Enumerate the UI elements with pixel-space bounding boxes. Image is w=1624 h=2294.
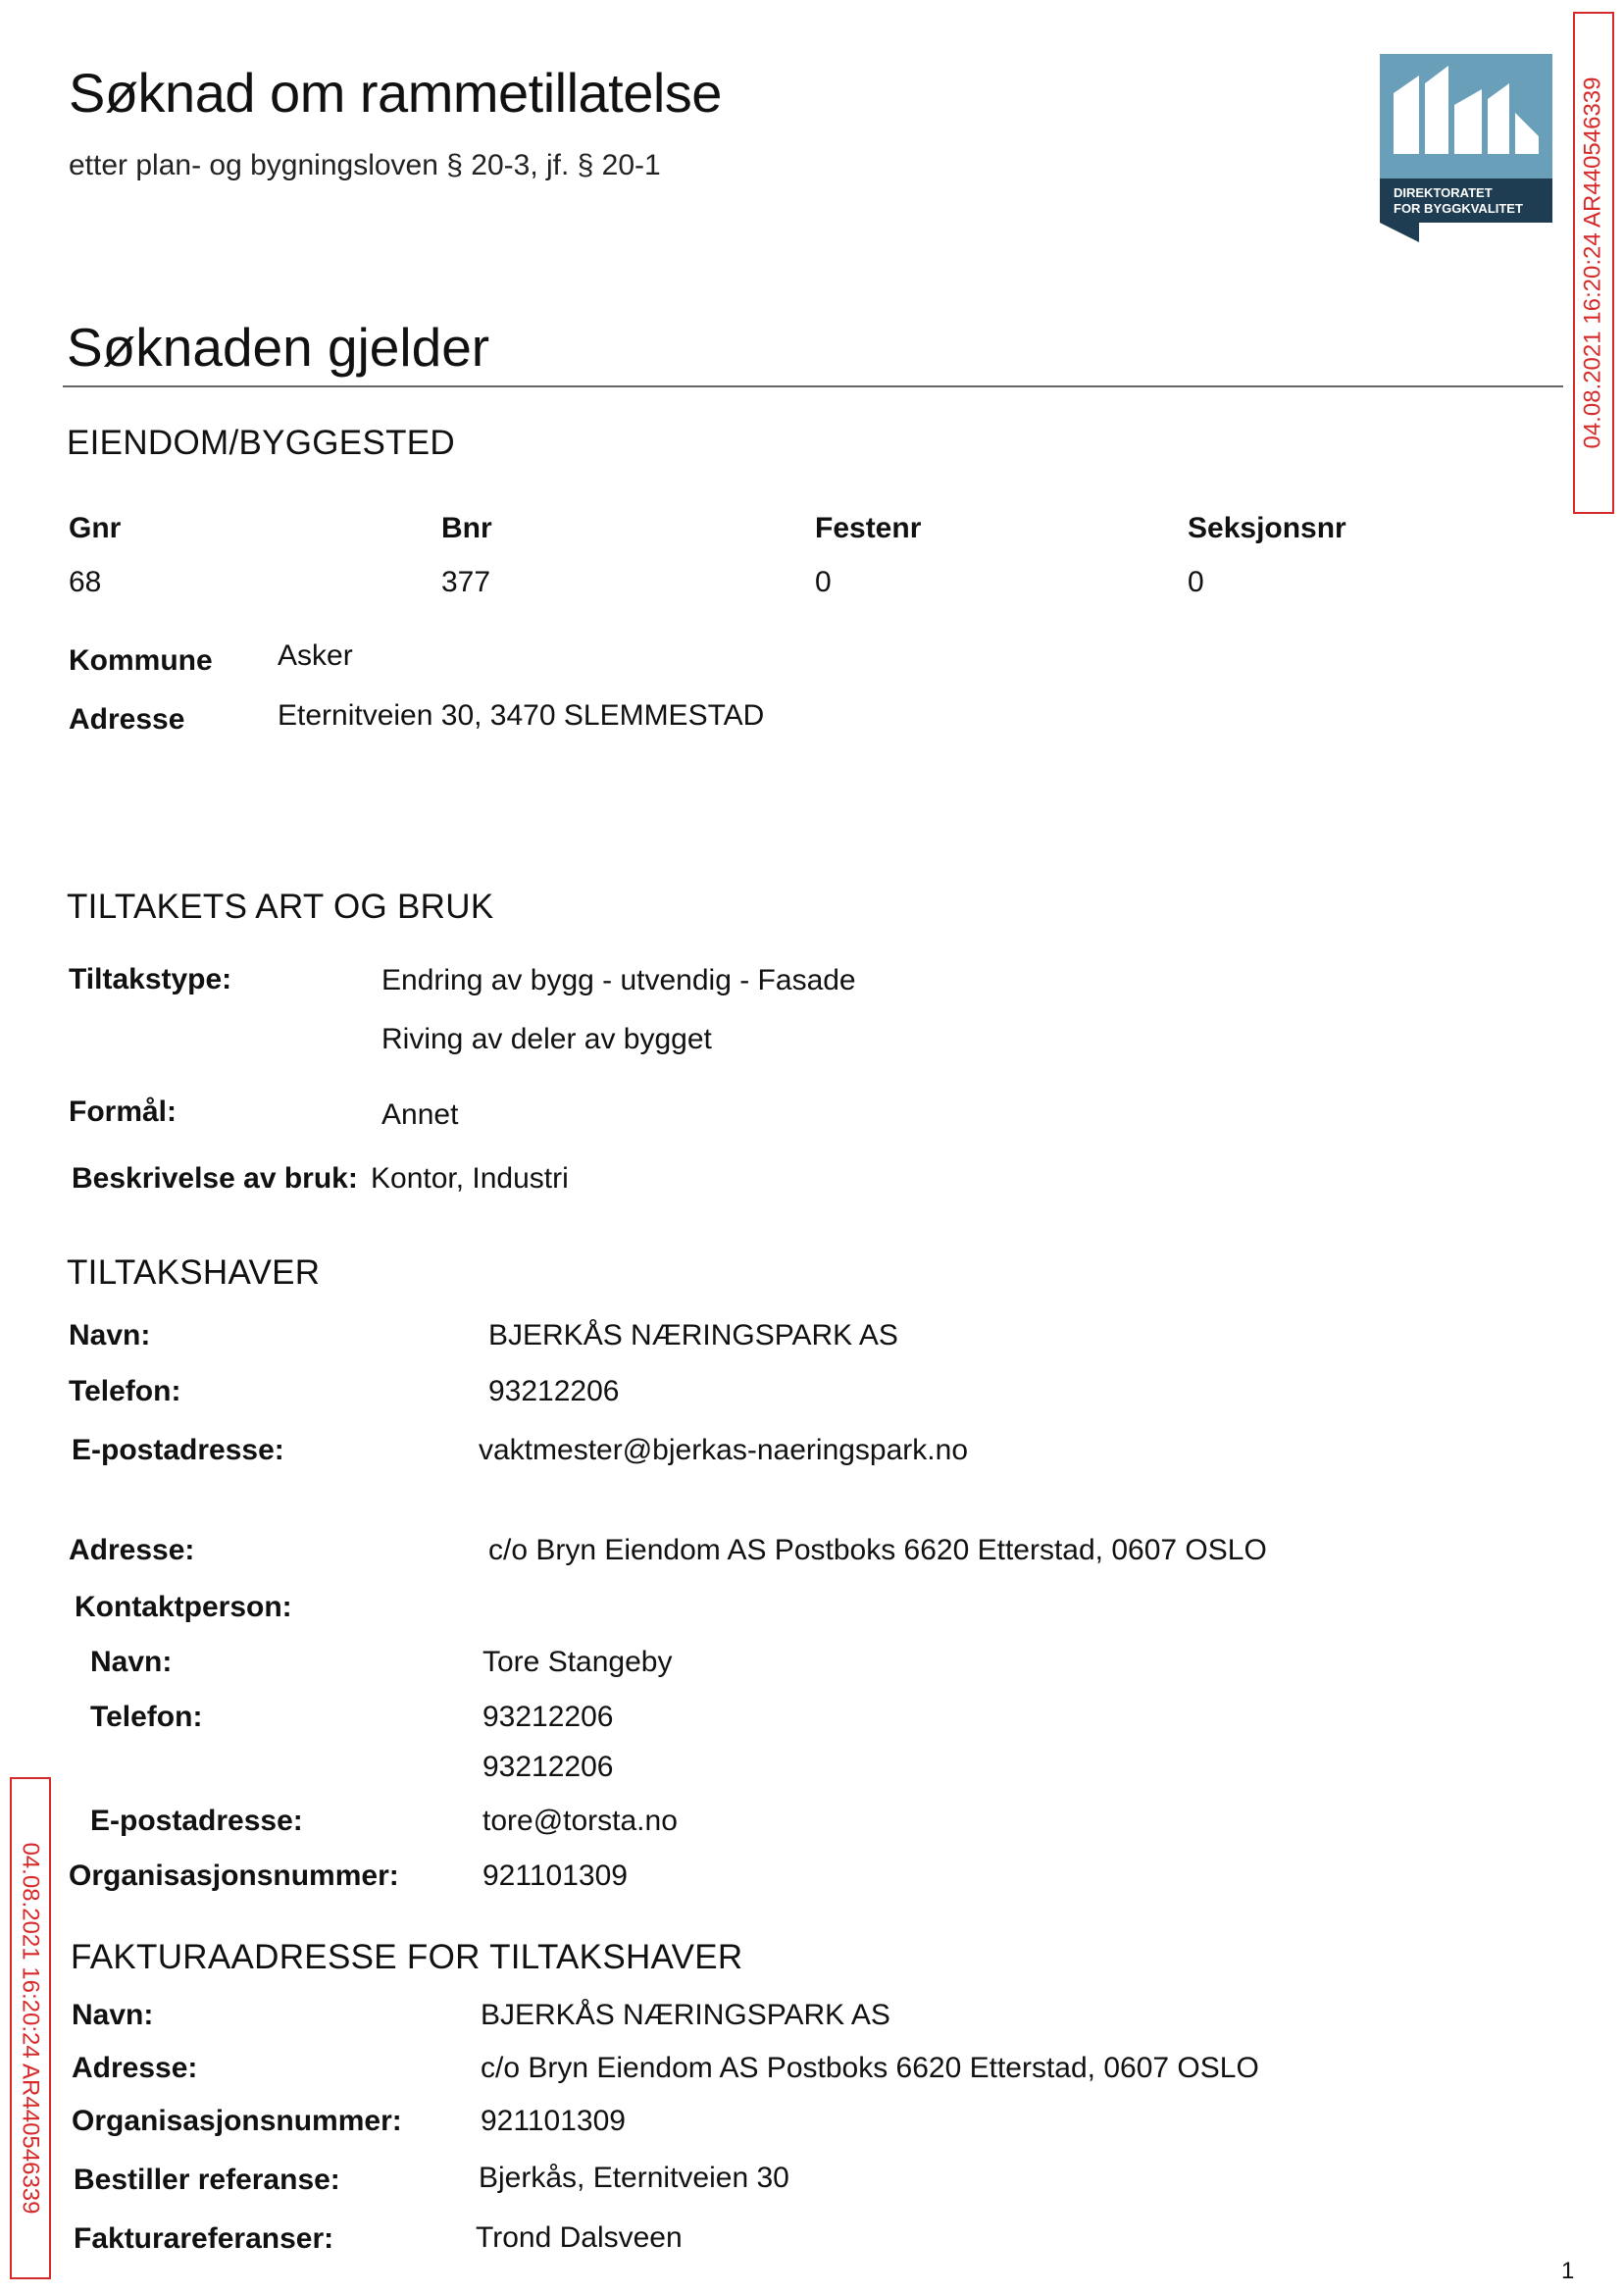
kontakt-telefon-value-1: 93212206 (482, 1701, 614, 1733)
festenr-value: 0 (815, 566, 832, 598)
bnr-label: Bnr (441, 512, 492, 544)
th-epost-value: vaktmester@bjerkas-naeringspark.no (479, 1434, 968, 1466)
bruk-label: Beskrivelse av bruk: (72, 1162, 358, 1195)
kontakt-navn-label: Navn: (90, 1646, 173, 1678)
tiltakstype-value-2: Riving av deler av bygget (381, 1023, 712, 1055)
logo-text-2: FOR BYGGKVALITET (1394, 201, 1523, 216)
dibk-logo (1380, 54, 1552, 242)
fa-fakturaref-label: Fakturareferanser: (74, 2222, 334, 2255)
kommune-label: Kommune (69, 644, 213, 677)
gnr-value: 68 (69, 566, 102, 598)
fa-bestiller-value: Bjerkås, Eternitveien 30 (479, 2162, 789, 2194)
timestamp-stamp-left: 04.08.2021 16:20:24 AR440546339 (10, 1777, 51, 2279)
page-title: Søknad om rammetillatelse (69, 62, 722, 124)
th-adresse-label: Adresse: (69, 1534, 195, 1566)
fa-navn-value: BJERKÅS NÆRINGSPARK AS (481, 1999, 890, 2031)
formaal-value: Annet (381, 1098, 459, 1131)
page-subtitle: etter plan- og bygningsloven § 20-3, jf. § 20-1 (69, 149, 661, 181)
th-navn-value: BJERKÅS NÆRINGSPARK AS (488, 1319, 898, 1351)
kontakt-telefon-label: Telefon: (90, 1701, 203, 1733)
tiltakstype-value-1: Endring av bygg - utvendig - Fasade (381, 964, 856, 996)
kommune-value: Asker (278, 639, 353, 672)
gnr-label: Gnr (69, 512, 122, 544)
kontakt-telefon-value-2: 93212206 (482, 1751, 614, 1783)
th-adresse-value: c/o Bryn Eiendom AS Postboks 6620 Etterstad, 0607 OSLO (488, 1534, 1267, 1566)
th-telefon-value: 93212206 (488, 1375, 620, 1407)
th-orgnr-label: Organisasjonsnummer: (69, 1860, 399, 1892)
tiltakstype-label: Tiltakstype: (69, 963, 232, 995)
th-epost-label: E-postadresse: (72, 1434, 284, 1466)
adresse-value: Eternitveien 30, 3470 SLEMMESTAD (278, 699, 765, 732)
kontaktperson-label: Kontaktperson: (75, 1591, 292, 1623)
seksjonsnr-label: Seksjonsnr (1188, 512, 1346, 544)
kontakt-epost-value: tore@torsta.no (482, 1805, 678, 1837)
section-divider (63, 385, 1563, 387)
fa-orgnr-label: Organisasjonsnummer: (72, 2105, 402, 2137)
section-title: Søknaden gjelder (67, 317, 490, 378)
th-telefon-label: Telefon: (69, 1375, 181, 1407)
fa-fakturaref-value: Trond Dalsveen (476, 2221, 683, 2254)
fa-orgnr-value: 921101309 (481, 2105, 626, 2137)
formaal-label: Formål: (69, 1096, 178, 1128)
logo-text-1: DIREKTORATET (1394, 185, 1493, 200)
th-orgnr-value: 921101309 (482, 1860, 628, 1892)
fa-adresse-label: Adresse: (72, 2052, 198, 2084)
kontakt-epost-label: E-postadresse: (90, 1805, 303, 1837)
seksjonsnr-value: 0 (1188, 566, 1204, 598)
page-number: 1 (1561, 2258, 1575, 2284)
festenr-label: Festenr (815, 512, 922, 544)
fa-bestiller-label: Bestiller referanse: (74, 2164, 340, 2196)
heading-eiendom: EIENDOM/BYGGESTED (67, 424, 455, 462)
bnr-value: 377 (441, 566, 491, 598)
heading-tiltak: TILTAKETS ART OG BRUK (67, 888, 494, 926)
adresse-label: Adresse (69, 703, 185, 736)
kontakt-navn-value: Tore Stangeby (482, 1646, 673, 1678)
bruk-value: Kontor, Industri (371, 1162, 569, 1195)
heading-faktura: FAKTURAADRESSE FOR TILTAKSHAVER (71, 1938, 743, 1976)
timestamp-stamp-right: 04.08.2021 16:20:24 AR440546339 (1573, 12, 1614, 514)
th-navn-label: Navn: (69, 1319, 151, 1351)
fa-navn-label: Navn: (72, 1999, 154, 2031)
fa-adresse-value: c/o Bryn Eiendom AS Postboks 6620 Etterstad, 0607 OSLO (481, 2052, 1259, 2084)
heading-tiltakshaver: TILTAKSHAVER (67, 1253, 321, 1292)
